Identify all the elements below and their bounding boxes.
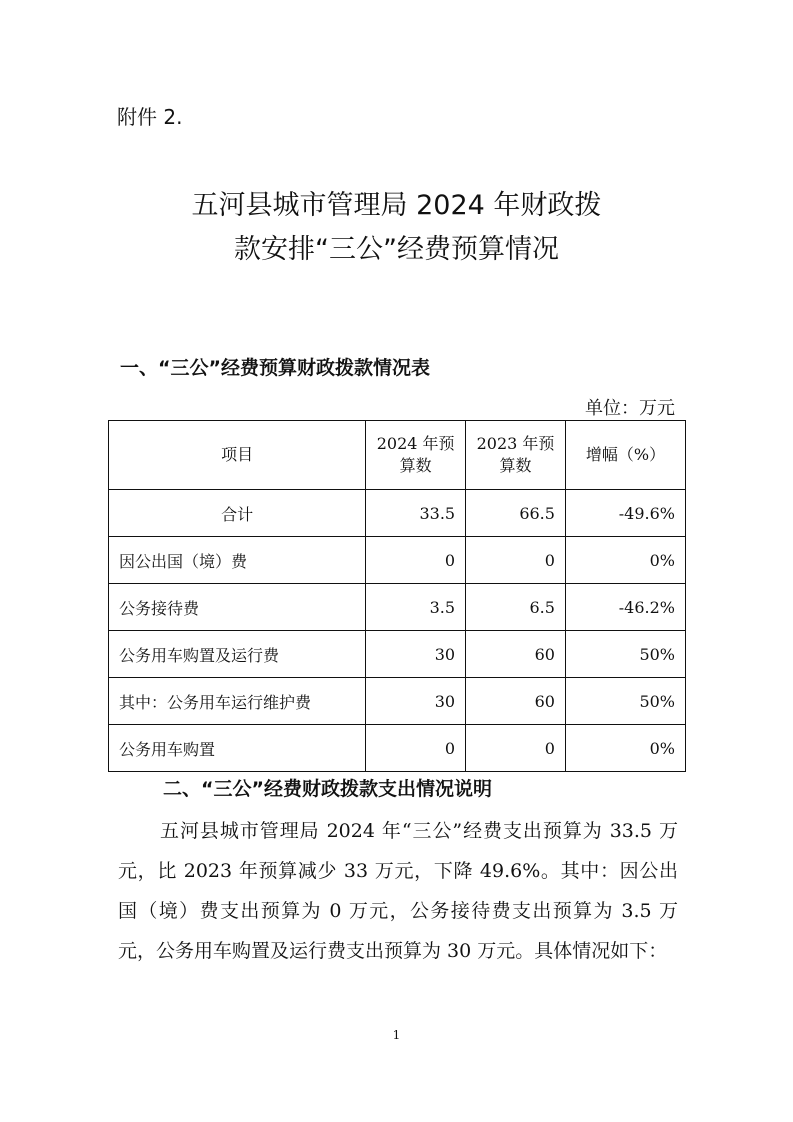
row-change: 50% [565,678,685,725]
attachment-label: 附件 2. [117,105,183,129]
table-row-vehicle-purchase [109,725,686,772]
unit-label: 单位：万元 [585,398,675,419]
budget-table [108,420,686,772]
row-2023: 66.5 [466,490,566,537]
document-title [0,184,793,272]
header-2024: 2024 年预算数 [366,421,466,490]
row-2023: 0 [466,537,566,584]
row-2024: 0 [366,725,466,772]
header-item: 项目 [109,421,366,490]
row-name: 因公出国（境）费 [109,537,366,584]
table-row-reception [109,584,686,631]
row-2024: 33.5 [366,490,466,537]
page-number: 1 [392,1028,401,1042]
title-line-1: 五河县城市管理局 2024 年财政拨 [191,190,602,221]
table-row-vehicles [109,631,686,678]
row-name: 其中：公务用车运行维护费 [109,678,366,725]
row-name: 公务用车购置及运行费 [109,631,366,678]
table-row-vehicle-maintenance [109,678,686,725]
table-header-row [109,421,686,490]
row-2023: 0 [466,725,566,772]
row-change: -49.6% [565,490,685,537]
row-change: -46.2% [565,584,685,631]
row-2024: 30 [366,631,466,678]
row-2023: 60 [466,678,566,725]
section-2-heading: 二、“三公”经费财政拨款支出情况说明 [163,778,492,800]
row-name: 公务接待费 [109,584,366,631]
row-2024: 3.5 [366,584,466,631]
row-change: 50% [565,631,685,678]
explanation-paragraph: 五河县城市管理局 2024 年“三公”经费支出预算为 33.5 万元，比 2023 年预算减少 33 万元，下降 49.6%。其中：因公出国（境）费支出预算为 0 万元，公务接待费支出预算为 3.5 万元，公务用车购置及运行费支出预算为 30 万元。具体情况如下： [118,820,678,962]
table-row-total [109,490,686,537]
row-name: 合计 [109,490,366,537]
row-2024: 0 [366,537,466,584]
header-change: 增幅（%） [565,421,685,490]
row-2023: 60 [466,631,566,678]
row-2023: 6.5 [466,584,566,631]
table-row-overseas [109,537,686,584]
header-2023: 2023 年预算数 [466,421,566,490]
title-line-2: 款安排“三公”经费预算情况 [234,234,559,265]
row-change: 0% [565,537,685,584]
section-1-heading: 一、“三公”经费预算财政拨款情况表 [120,357,430,379]
row-name: 公务用车购置 [109,725,366,772]
row-change: 0% [565,725,685,772]
row-2024: 30 [366,678,466,725]
